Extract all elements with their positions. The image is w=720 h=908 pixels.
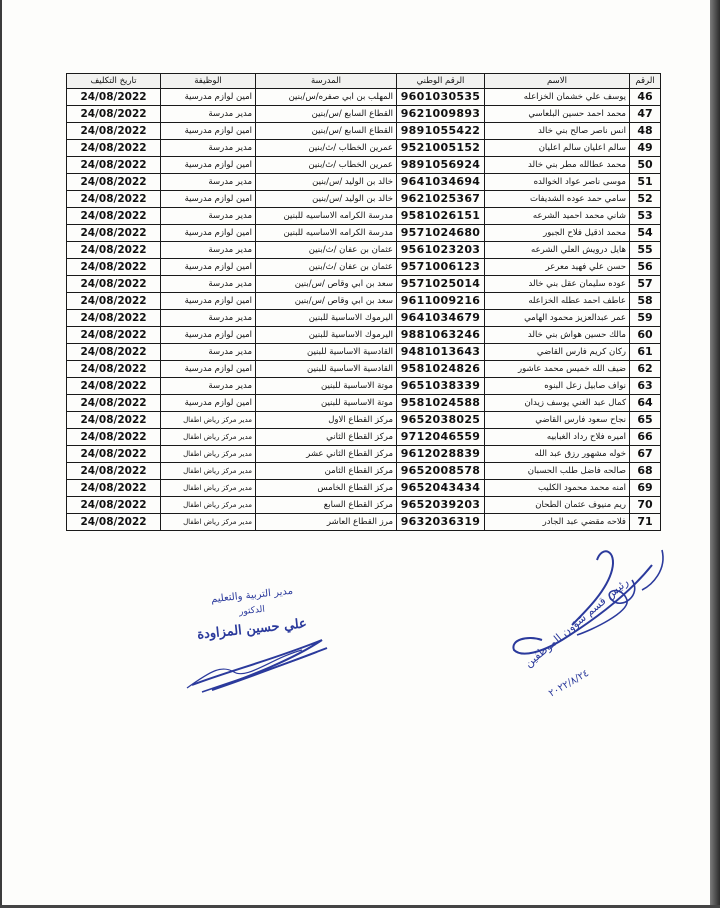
row-assign-date: 24/08/2022 (67, 140, 161, 157)
row-number: 49 (630, 140, 661, 157)
row-national-id: 9481013643 (397, 344, 485, 361)
header-national-id: الرقم الوطني (397, 74, 485, 89)
row-school: سعد بن ابي وقاص /س/بنين (256, 276, 397, 293)
row-number: 47 (630, 106, 661, 123)
table-row (67, 276, 661, 293)
row-job: مدير مدرسة (161, 208, 256, 225)
row-name: نواف صابيل زعل البنوه (485, 378, 630, 395)
row-number: 63 (630, 378, 661, 395)
row-number: 55 (630, 242, 661, 259)
row-assign-date: 24/08/2022 (67, 395, 161, 412)
row-national-id: 9521005152 (397, 140, 485, 157)
header-school: المدرسة (256, 74, 397, 89)
row-assign-date: 24/08/2022 (67, 89, 161, 106)
row-job: مدير مركز رياض اطفال (161, 463, 256, 480)
row-number: 46 (630, 89, 661, 106)
row-school: موتة الاساسية للبنين (256, 378, 397, 395)
row-national-id: 9641034694 (397, 174, 485, 191)
row-national-id: 9652038025 (397, 412, 485, 429)
row-number: 71 (630, 514, 661, 531)
table-row (67, 514, 661, 531)
row-school: سعد بن ابي وقاص /س/بنين (256, 293, 397, 310)
row-number: 64 (630, 395, 661, 412)
header-job: الوظيفة (161, 74, 256, 89)
row-school: مرز القطاع العاشر (256, 514, 397, 531)
page-edge-shadow (710, 0, 720, 908)
row-school: مدرسة الكرامه الاساسيه للبنين (256, 225, 397, 242)
row-national-id: 9712046559 (397, 429, 485, 446)
row-national-id: 9621009893 (397, 106, 485, 123)
row-name: عوده سليمان عقل بني خالد (485, 276, 630, 293)
row-job: مدير مركز رياض اطفال (161, 497, 256, 514)
row-national-id: 9651038339 (397, 378, 485, 395)
row-assign-date: 24/08/2022 (67, 208, 161, 225)
row-name: عمر عبدالعزيز محمود الهامي (485, 310, 630, 327)
row-name: كمال عبد الغني يوسف زيدان (485, 395, 630, 412)
row-number: 51 (630, 174, 661, 191)
row-name: خوله مشهور رزق عبد الله (485, 446, 630, 463)
row-assign-date: 24/08/2022 (67, 174, 161, 191)
row-assign-date: 24/08/2022 (67, 429, 161, 446)
row-national-id: 9571024680 (397, 225, 485, 242)
row-national-id: 9891056924 (397, 157, 485, 174)
row-number: 58 (630, 293, 661, 310)
row-national-id: 9581024826 (397, 361, 485, 378)
document-page (2, 0, 710, 906)
row-assign-date: 24/08/2022 (67, 480, 161, 497)
hr-title: رئيس قسم شؤون الموظفين (522, 575, 631, 670)
table-row (67, 259, 661, 276)
row-national-id: 9571006123 (397, 259, 485, 276)
row-job: مدير مدرسة (161, 174, 256, 191)
row-job: امين لوازم مدرسية (161, 395, 256, 412)
table-row (67, 310, 661, 327)
employees-table (66, 73, 661, 531)
row-school: القطاع السابع /س/بنين (256, 106, 397, 123)
row-job: امين لوازم مدرسية (161, 89, 256, 106)
row-school: عمرين الخطاب /ث/بنين (256, 157, 397, 174)
table-row (67, 174, 661, 191)
row-job: مدير مدرسة (161, 140, 256, 157)
row-name: موسى ناصر عواد الخوالده (485, 174, 630, 191)
row-assign-date: 24/08/2022 (67, 157, 161, 174)
director-title: مدير التربية والتعليم (210, 585, 294, 606)
row-assign-date: 24/08/2022 (67, 276, 161, 293)
hr-date: ٢٠٢٢/٨/٢٤ (547, 667, 591, 700)
row-number: 66 (630, 429, 661, 446)
row-job: مدير مركز رياض اطفال (161, 446, 256, 463)
row-national-id: 9891055422 (397, 123, 485, 140)
row-number: 62 (630, 361, 661, 378)
table-row (67, 446, 661, 463)
row-assign-date: 24/08/2022 (67, 225, 161, 242)
table-row (67, 344, 661, 361)
row-school: عثمان بن عفان /ث/بنين (256, 242, 397, 259)
row-national-id: 9641034679 (397, 310, 485, 327)
row-assign-date: 24/08/2022 (67, 259, 161, 276)
row-job: مدير مركز رياض اطفال (161, 514, 256, 531)
row-name: نجاح سعود فارس القاضي (485, 412, 630, 429)
row-school: عثمان بن عفان /ث/بنين (256, 259, 397, 276)
row-national-id: 9612028839 (397, 446, 485, 463)
header-number: الرقم (630, 74, 661, 89)
row-job: مدير مدرسة (161, 242, 256, 259)
row-assign-date: 24/08/2022 (67, 412, 161, 429)
table-row (67, 89, 661, 106)
director-degree: الدكتور (238, 604, 266, 618)
row-number: 56 (630, 259, 661, 276)
row-name: حسن علي فهيد معرعر (485, 259, 630, 276)
table-row (67, 242, 661, 259)
table-body (67, 89, 661, 531)
row-school: مركز القطاع الخامس (256, 480, 397, 497)
row-school: مركز القطاع الاول (256, 412, 397, 429)
row-number: 54 (630, 225, 661, 242)
table-row (67, 480, 661, 497)
table-row (67, 378, 661, 395)
row-name: انس ناصر صالح بني خالد (485, 123, 630, 140)
row-school: عمرين الخطاب /ث/بنين (256, 140, 397, 157)
row-assign-date: 24/08/2022 (67, 378, 161, 395)
row-assign-date: 24/08/2022 (67, 106, 161, 123)
row-assign-date: 24/08/2022 (67, 310, 161, 327)
row-number: 48 (630, 123, 661, 140)
row-assign-date: 24/08/2022 (67, 497, 161, 514)
row-assign-date: 24/08/2022 (67, 327, 161, 344)
row-school: القادسية الاساسية للبنين (256, 344, 397, 361)
table-row (67, 106, 661, 123)
row-school: المهلب بن ابي صفره/س/بنين (256, 89, 397, 106)
row-job: مدير مدرسة (161, 276, 256, 293)
row-job: مدير مدرسة (161, 310, 256, 327)
row-job: امين لوازم مدرسية (161, 293, 256, 310)
row-number: 50 (630, 157, 661, 174)
row-job: امين لوازم مدرسية (161, 259, 256, 276)
row-number: 69 (630, 480, 661, 497)
table-row (67, 327, 661, 344)
row-assign-date: 24/08/2022 (67, 242, 161, 259)
row-name: ركان كريم فارس القاضي (485, 344, 630, 361)
row-job: مدير مركز رياض اطفال (161, 412, 256, 429)
row-school: اليرموك الاساسية للبنين (256, 310, 397, 327)
director-signature-scribble (172, 630, 332, 700)
row-name: فلاحه مقضي عبد الجادر (485, 514, 630, 531)
row-name: مالك حسين هواش بني خالد (485, 327, 630, 344)
row-job: مدير مدرسة (161, 106, 256, 123)
table-row (67, 225, 661, 242)
row-number: 65 (630, 412, 661, 429)
director-name: علي حسين المزاودة (196, 616, 308, 643)
row-national-id: 9581026151 (397, 208, 485, 225)
row-job: امين لوازم مدرسية (161, 123, 256, 140)
table-row (67, 361, 661, 378)
row-number: 59 (630, 310, 661, 327)
row-national-id: 9652043434 (397, 480, 485, 497)
row-national-id: 9632036319 (397, 514, 485, 531)
row-national-id: 9601030535 (397, 89, 485, 106)
table-row (67, 293, 661, 310)
table-row (67, 208, 661, 225)
row-school: القادسية الاساسية للبنين (256, 361, 397, 378)
row-school: القطاع السابع /س/بنين (256, 123, 397, 140)
director-signature-block (172, 585, 332, 700)
row-number: 57 (630, 276, 661, 293)
row-assign-date: 24/08/2022 (67, 344, 161, 361)
row-name: ريم منيوف عثمان الطحان (485, 497, 630, 514)
row-national-id: 9611009216 (397, 293, 485, 310)
row-school: مدرسة الكرامه الاساسيه للبنين (256, 208, 397, 225)
row-name: هايل درويش العلي الشرعه (485, 242, 630, 259)
row-number: 68 (630, 463, 661, 480)
row-assign-date: 24/08/2022 (67, 463, 161, 480)
row-job: امين لوازم مدرسية (161, 157, 256, 174)
header-assign-date: تاريخ التكليف (67, 74, 161, 89)
row-school: موتة الاساسية للبنين (256, 395, 397, 412)
row-assign-date: 24/08/2022 (67, 446, 161, 463)
row-job: مدير مدرسة (161, 378, 256, 395)
row-assign-date: 24/08/2022 (67, 361, 161, 378)
table-row (67, 497, 661, 514)
row-name: اميره فلاح رداد الغبابيه (485, 429, 630, 446)
row-assign-date: 24/08/2022 (67, 514, 161, 531)
row-number: 70 (630, 497, 661, 514)
row-assign-date: 24/08/2022 (67, 123, 161, 140)
table-header-row (67, 74, 661, 89)
row-assign-date: 24/08/2022 (67, 191, 161, 208)
row-national-id: 9621025367 (397, 191, 485, 208)
row-job: مدير مركز رياض اطفال (161, 429, 256, 446)
row-name: صالحه فاضل طلب الحسبان (485, 463, 630, 480)
row-school: مركز القطاع الثاني (256, 429, 397, 446)
table-row (67, 463, 661, 480)
row-national-id: 9561023203 (397, 242, 485, 259)
row-name: محمد عطالله مطر بني خالد (485, 157, 630, 174)
table-row (67, 412, 661, 429)
row-number: 61 (630, 344, 661, 361)
row-name: سالم اعليان سالم اعليان (485, 140, 630, 157)
row-number: 52 (630, 191, 661, 208)
hr-signature-block (502, 540, 687, 730)
row-job: امين لوازم مدرسية (161, 327, 256, 344)
header-name: الاسم (485, 74, 630, 89)
row-school: مركز القطاع الثاني عشر (256, 446, 397, 463)
table-row (67, 157, 661, 174)
row-number: 60 (630, 327, 661, 344)
row-school: مركز القطاع الثامن (256, 463, 397, 480)
table-row (67, 140, 661, 157)
row-name: ضيف الله خميس محمد عاشور (485, 361, 630, 378)
row-national-id: 9581024588 (397, 395, 485, 412)
row-job: امين لوازم مدرسية (161, 191, 256, 208)
row-school: مركز القطاع السابع (256, 497, 397, 514)
row-job: امين لوازم مدرسية (161, 361, 256, 378)
row-name: محمد احمد حسين البلعاسي (485, 106, 630, 123)
row-national-id: 9652008578 (397, 463, 485, 480)
row-school: خالد بن الوليد /س/بنين (256, 174, 397, 191)
row-job: امين لوازم مدرسية (161, 225, 256, 242)
row-school: اليرموك الاساسية للبنين (256, 327, 397, 344)
row-name: عاطف احمد عطله الخزاعله (485, 293, 630, 310)
row-name: سامي حمد عوده الشديفات (485, 191, 630, 208)
table-row (67, 123, 661, 140)
table-row (67, 191, 661, 208)
table-row (67, 395, 661, 412)
row-job: مدير مركز رياض اطفال (161, 480, 256, 497)
table-row (67, 429, 661, 446)
row-assign-date: 24/08/2022 (67, 293, 161, 310)
row-name: يوسف علي خشمان الخزاعله (485, 89, 630, 106)
row-school: خالد بن الوليد /س/بنين (256, 191, 397, 208)
row-national-id: 9571025014 (397, 276, 485, 293)
row-name: امنه محمد محمود الكليب (485, 480, 630, 497)
row-name: محمد اذقيل فلاح الجبور (485, 225, 630, 242)
row-job: مدير مدرسة (161, 344, 256, 361)
row-name: شاني محمد احميد الشرعه (485, 208, 630, 225)
row-number: 67 (630, 446, 661, 463)
row-national-id: 9652039203 (397, 497, 485, 514)
row-national-id: 9881063246 (397, 327, 485, 344)
row-number: 53 (630, 208, 661, 225)
